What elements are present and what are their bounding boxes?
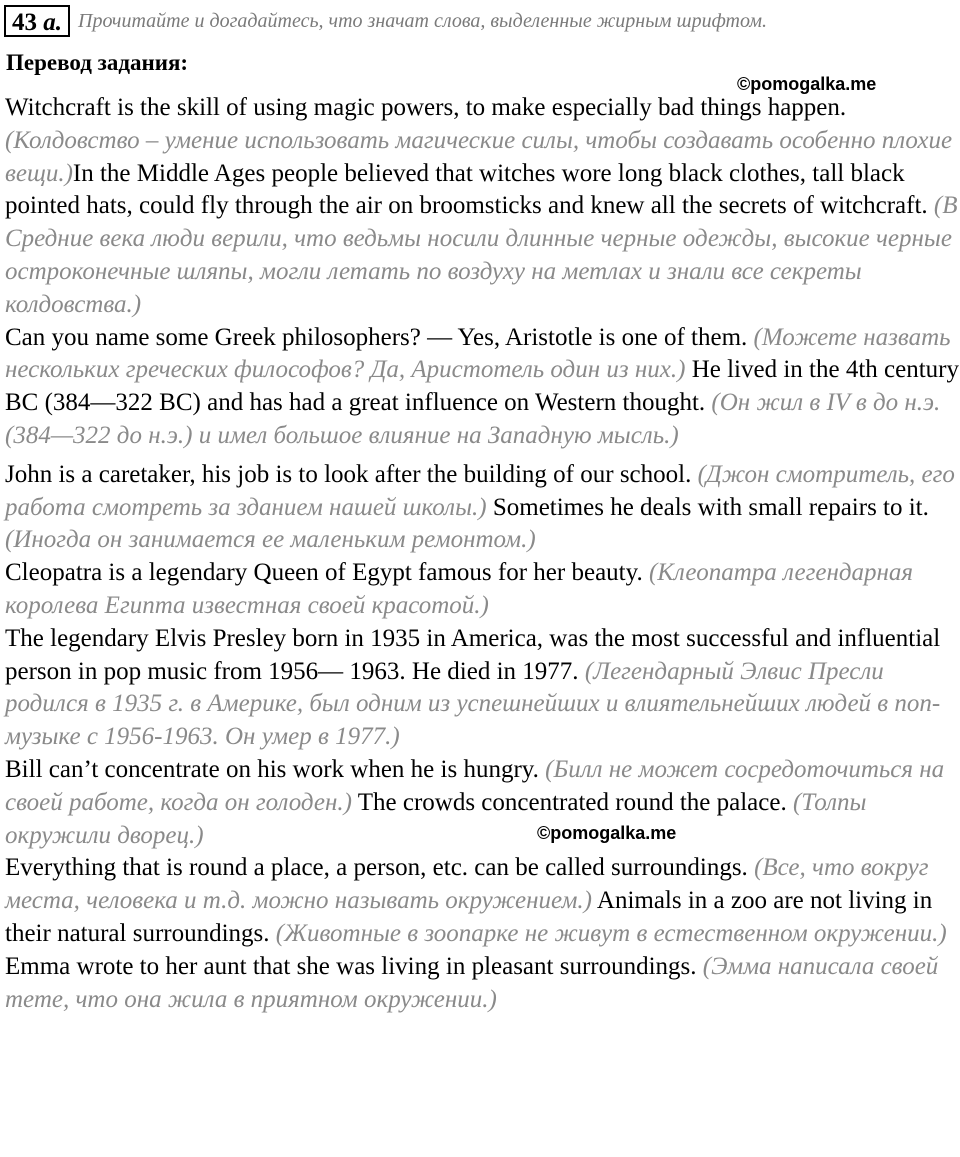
- paragraph-philosophers: [5, 322, 959, 453]
- russian-translation: (Толпы окружили дворец.): [5, 788, 867, 849]
- translation-content: [5, 92, 959, 1016]
- paragraph-surroundings: [5, 852, 959, 1016]
- english-text: Emma wrote to her aunt that she was living in pleasant surroundings.: [5, 952, 703, 980]
- russian-translation: (Легендарный Элвис Пресли родился в 1935 г. в Америке, был одним из успешнейших и влиятельнейших людей в поп-музыке с 1956-1963. Он умер в 1977.): [5, 657, 941, 751]
- english-text: John is a caretaker, his job is to look after the building of our school.: [5, 460, 698, 488]
- watermark: ©pomogalka.me: [537, 823, 677, 843]
- exercise-number: 43: [12, 9, 37, 36]
- english-text: Cleopatra is a legendary Queen of Egypt famous for her beauty.: [5, 559, 649, 587]
- russian-translation: (Колдовство – умение использовать магические силы, чтобы создавать особенно плохие вещи.): [5, 126, 953, 187]
- paragraph-caretaker: [5, 459, 959, 557]
- english-text: The legendary Elvis Presley born in 1935 in America, was the most successful and influential person in pop music from 1956— 1963. He died in 1977.: [5, 624, 941, 685]
- exercise-instruction: Прочитайте и догадайтесь, что значат слова, выделенные жирным шрифтом.: [78, 9, 768, 32]
- english-text: He lived in the 4th century BC (384—322 BC) and has had a great influence on Western thought.: [5, 356, 959, 417]
- paragraph-witchcraft: [5, 92, 959, 322]
- russian-translation: (Билл не может сосредоточиться на своей работе, когда он голоден.): [5, 755, 945, 816]
- russian-translation: (В Средние века люди верили, что ведьмы носили длинные черные одежды, высокие черные остроконечные шляпы, могли летать по воздуху на метлах и знали все секреты колдовства.): [5, 192, 958, 318]
- exercise-number-badge: [4, 5, 70, 37]
- exercise-header: [4, 4, 767, 38]
- russian-translation: (Джон смотритель, его работа смотреть за зданием нашей школы.): [5, 460, 955, 521]
- russian-translation: (Животные в зоопарке не живут в естественном окружении.): [275, 919, 947, 947]
- english-text: The crowds concentrated round the palace.: [351, 788, 793, 816]
- russian-translation: (Иногда он занимается ее маленьким ремонтом.): [5, 526, 536, 554]
- exercise-letter: a.: [43, 9, 62, 36]
- english-text: Bill can’t concentrate on his work when he is hungry.: [5, 755, 546, 783]
- russian-translation: (Он жил в IV в до н.э. (384—322 до н.э.) и имел большое влияние на Западную мысль.): [5, 389, 941, 449]
- russian-translation: (Можете назвать нескольких греческих философов? Да, Аристотель один из них.): [5, 323, 951, 384]
- english-text: Sometimes he deals with small repairs to it.: [486, 493, 929, 521]
- paragraph-cleopatra: [5, 557, 959, 623]
- russian-translation: (Клеопатра легендарная королева Египта известная своей красотой.): [5, 559, 914, 619]
- paragraph-elvis: [5, 623, 959, 754]
- english-text: Animals in a zoo are not living in their natural surroundings.: [5, 887, 933, 947]
- english-text: Witchcraft is the skill of using magic powers, to make especially bad things happen.: [5, 94, 847, 121]
- russian-translation: (Эмма написала своей тете, что она жила в приятном окружении.): [5, 952, 939, 1013]
- paragraph-concentrate: [5, 754, 959, 852]
- english-text: Can you name some Greek philosophers? — Yes, Aristotle is one of them.: [5, 323, 754, 351]
- english-text: Everything that is round a place, a person, etc. can be called surroundings.: [5, 854, 755, 882]
- section-title: Перевод задания:: [6, 50, 189, 75]
- english-text: In the Middle Ages people believed that witches wore long black clothes, tall black pointed hats, could fly through the air on broomsticks and knew all the secrets of witchcraft.: [5, 159, 934, 220]
- watermark: ©pomogalka.me: [737, 74, 877, 94]
- russian-translation: (Все, что вокруг места, человека и т.д. можно называть окружением.): [5, 854, 929, 915]
